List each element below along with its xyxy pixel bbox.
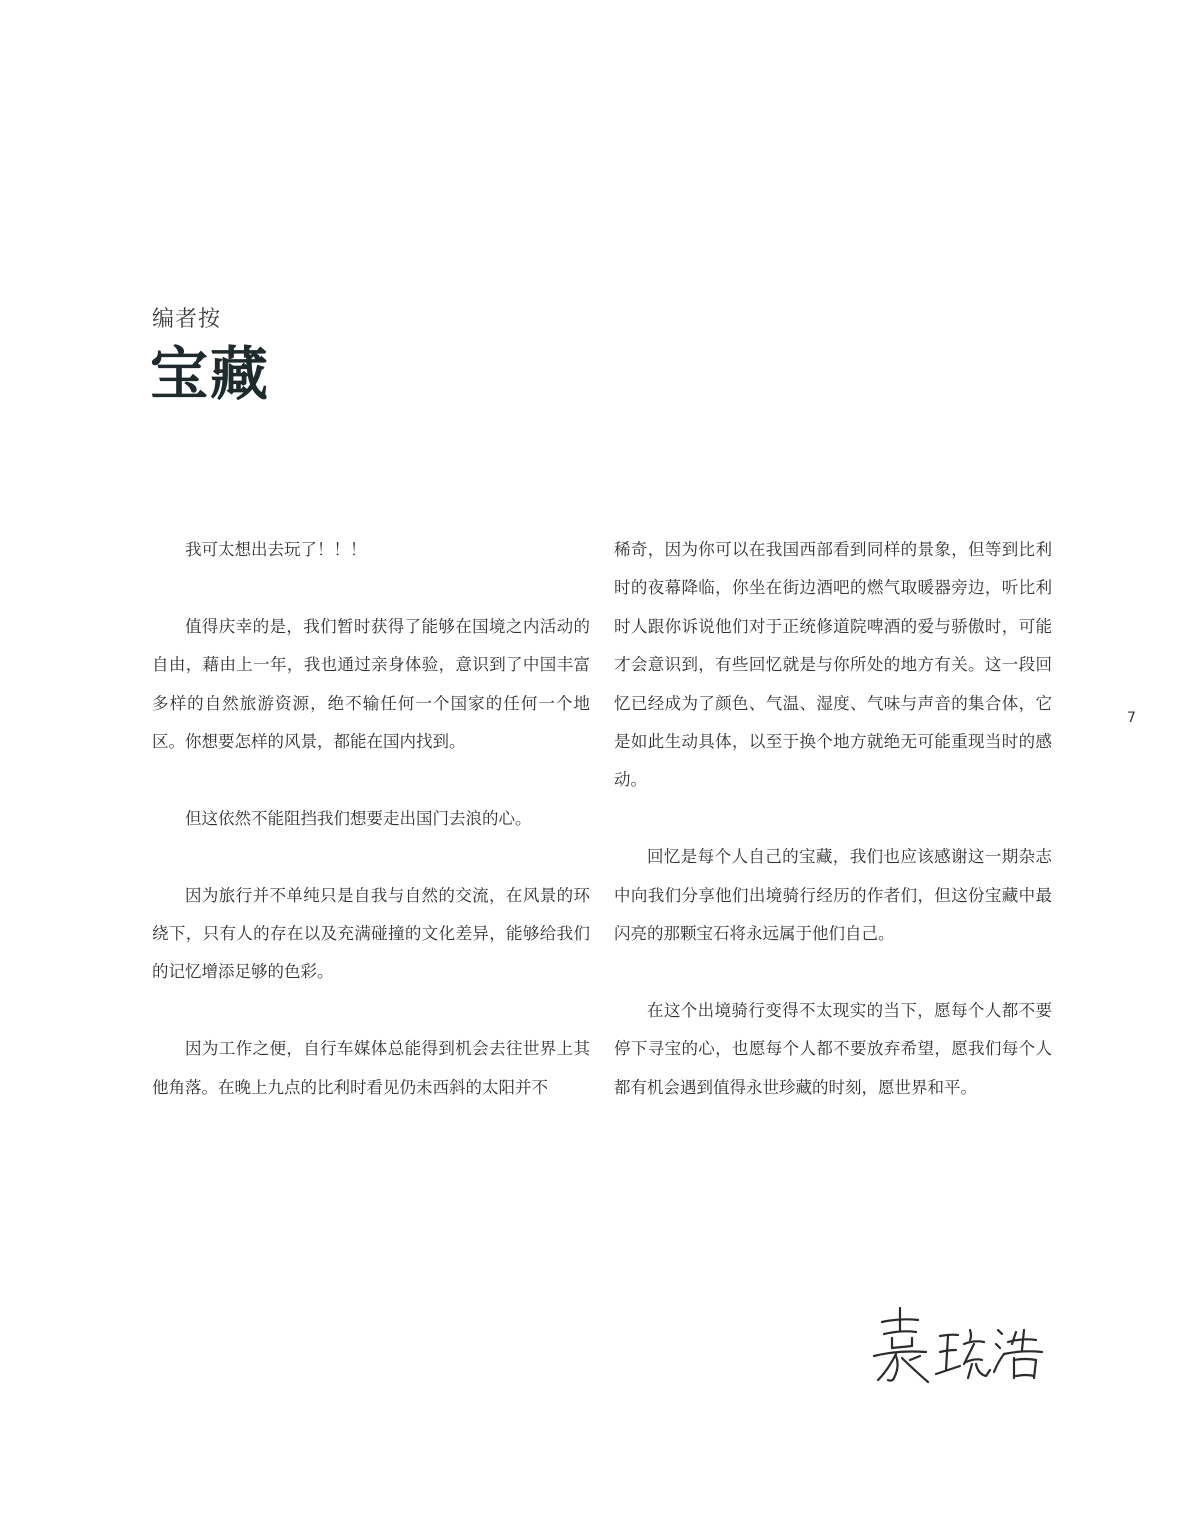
paragraph-gap bbox=[614, 800, 1052, 838]
paragraph-gap bbox=[614, 953, 1052, 991]
paragraph: 回忆是每个人自己的宝藏，我们也应该感谢这一期杂志中向我们分享他们出境骑行经历的作者们，但这份宝藏中最闪亮的那颗宝石将永远属于他们自己。 bbox=[614, 847, 1052, 944]
paragraph: 但这依然不能阻挡我们想要走出国门去浪的心。 bbox=[185, 808, 532, 828]
paragraph: 我可太想出去玩了！！！ bbox=[185, 540, 367, 559]
paragraph: 因为工作之便，自行车媒体总能得到机会去往世界上其他角落。在晚上九点的比利时看见仍未西斜的太阳并不 bbox=[152, 1039, 590, 1097]
paragraph-gap bbox=[152, 761, 590, 799]
paragraph-gap bbox=[152, 992, 590, 1030]
paragraph: 因为旅行并不单纯只是自我与自然的交流，在风景的环绕下，只有人的存在以及充满碰撞的文化差异，能够给我们的记忆增添足够的色彩。 bbox=[152, 885, 590, 982]
paragraph-gap bbox=[152, 569, 590, 607]
article-right-column bbox=[614, 531, 1052, 1107]
paragraph: 值得庆幸的是，我们暂时获得了能够在国境之内活动的自由，藉由上一年，我也通过亲身体验，意识到了中国丰富多样的自然旅游资源，绝不输任何一个国家的任何一个地区。你想要怎样的风景，都能在国内找到。 bbox=[152, 616, 590, 752]
page-number: 7 bbox=[1127, 710, 1136, 726]
signature bbox=[866, 1300, 1050, 1390]
page-title: 宝藏 bbox=[150, 340, 271, 408]
article-left-column bbox=[152, 531, 590, 1107]
paragraph-gap bbox=[152, 838, 590, 876]
paragraph-continued: 稀奇，因为你可以在我国西部看到同样的景象，但等到比利时的夜幕降临，你坐在街边酒吧的燃气取暖器旁边，听比利时人跟你诉说他们对于正统修道院啤酒的爱与骄傲时，可能才会意识到，有些回忆就是与你所处的地方有关。这一段回忆已经成为了颜色、气温、湿度、气味与声音的集合体，它是如此生动具体，以至于换个地方就绝无可能重现当时的感动。 bbox=[614, 540, 1052, 790]
kicker: 编者按 bbox=[152, 307, 222, 332]
signature-handwriting bbox=[866, 1300, 1050, 1390]
paragraph: 在这个出境骑行变得不太现实的当下，愿每个人都不要停下寻宝的心，也愿每个人都不要放弃希望，愿我们每个人都有机会遇到值得永世珍藏的时刻，愿世界和平。 bbox=[614, 1000, 1052, 1097]
